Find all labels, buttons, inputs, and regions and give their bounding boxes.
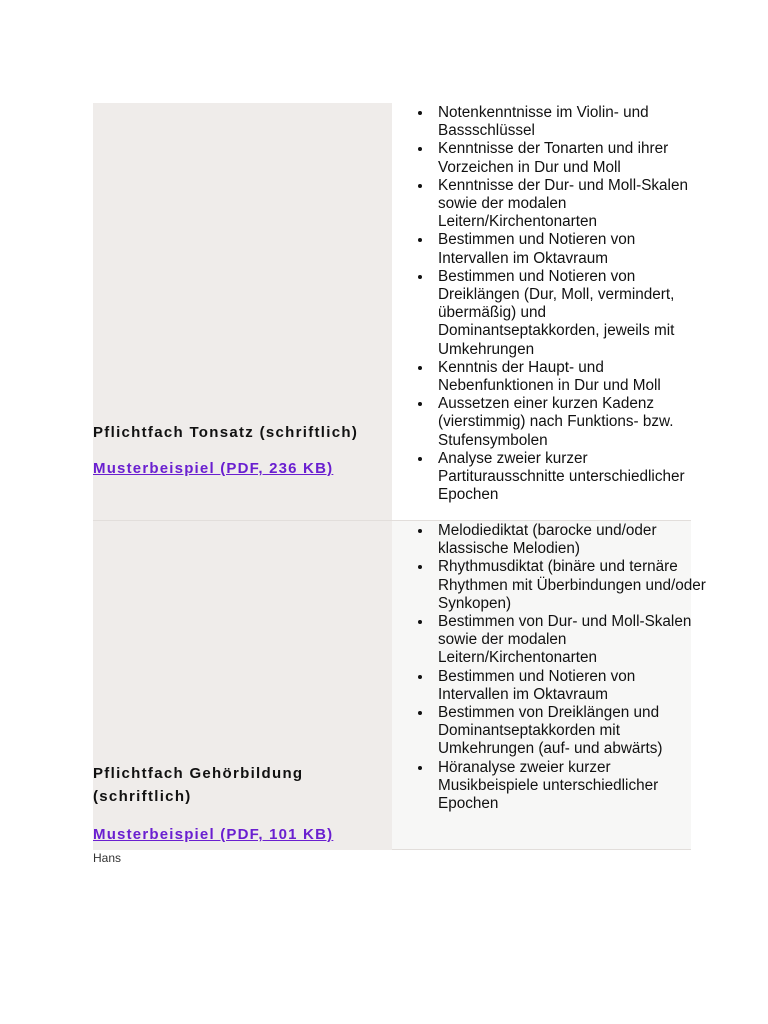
list-item: Bestimmen und Notieren von Intervallen im Oktavraum bbox=[438, 231, 706, 267]
list-item: Kenntnisse der Dur- und Moll-Skalen sowie der modalen Leitern/Kirchentonarten bbox=[438, 177, 706, 232]
topic-list bbox=[416, 522, 706, 813]
subjects-table bbox=[93, 103, 706, 850]
topics-cell bbox=[392, 103, 691, 520]
list-item: Kenntnisse der Tonarten und ihrer Vorzeichen in Dur und Moll bbox=[438, 140, 706, 176]
list-item: Bestimmen und Notieren von Dreiklängen (Dur, Moll, vermindert, übermäßig) und Dominantseptakkorden, jeweils mit Umkehrungen bbox=[438, 268, 706, 359]
list-item: Bestimmen von Dreiklängen und Dominantseptakkorden mit Umkehrungen (auf- und abwärts) bbox=[438, 704, 706, 759]
list-item: Notenkenntnisse im Violin- und Bassschlüssel bbox=[438, 104, 706, 140]
subject-title: Pflichtfach Tonsatz (schriftlich) bbox=[93, 424, 359, 441]
subject-title: Pflichtfach Gehörbildung (schriftlich) bbox=[93, 765, 304, 805]
footer-text: Hans bbox=[93, 851, 122, 865]
table-row bbox=[93, 520, 706, 850]
subject-cell bbox=[93, 521, 392, 850]
table-row bbox=[93, 103, 691, 520]
list-item: Kenntnis der Haupt- und Nebenfunktionen in Dur und Moll bbox=[438, 359, 706, 395]
list-item: Rhythmusdiktat (binäre und ternäre Rhythmen mit Überbindungen und/oder Synkopen) bbox=[438, 558, 706, 612]
list-item: Bestimmen und Notieren von Intervallen im Oktavraum bbox=[438, 668, 706, 704]
list-item: Bestimmen von Dur- und Moll-Skalen sowie der modalen Leitern/Kirchentonarten bbox=[438, 613, 706, 668]
list-item: Höranalyse zweier kurzer Musikbeispiele unterschiedlicher Epochen bbox=[438, 759, 706, 814]
list-item: Analyse zweier kurzer Partiturausschnitte unterschiedlicher Epochen bbox=[438, 450, 706, 505]
list-item: Melodiediktat (barocke und/oder klassische Melodien) bbox=[438, 522, 706, 558]
topic-list bbox=[416, 104, 706, 504]
sample-pdf-link[interactable]: Musterbeispiel (PDF, 101 KB) bbox=[93, 826, 334, 843]
subject-cell bbox=[93, 103, 392, 520]
list-item: Aussetzen einer kurzen Kadenz (vierstimmig) nach Funktions- bzw. Stufensymbolen bbox=[438, 395, 706, 450]
topics-cell bbox=[392, 521, 706, 850]
sample-pdf-link[interactable]: Musterbeispiel (PDF, 236 KB) bbox=[93, 460, 334, 477]
